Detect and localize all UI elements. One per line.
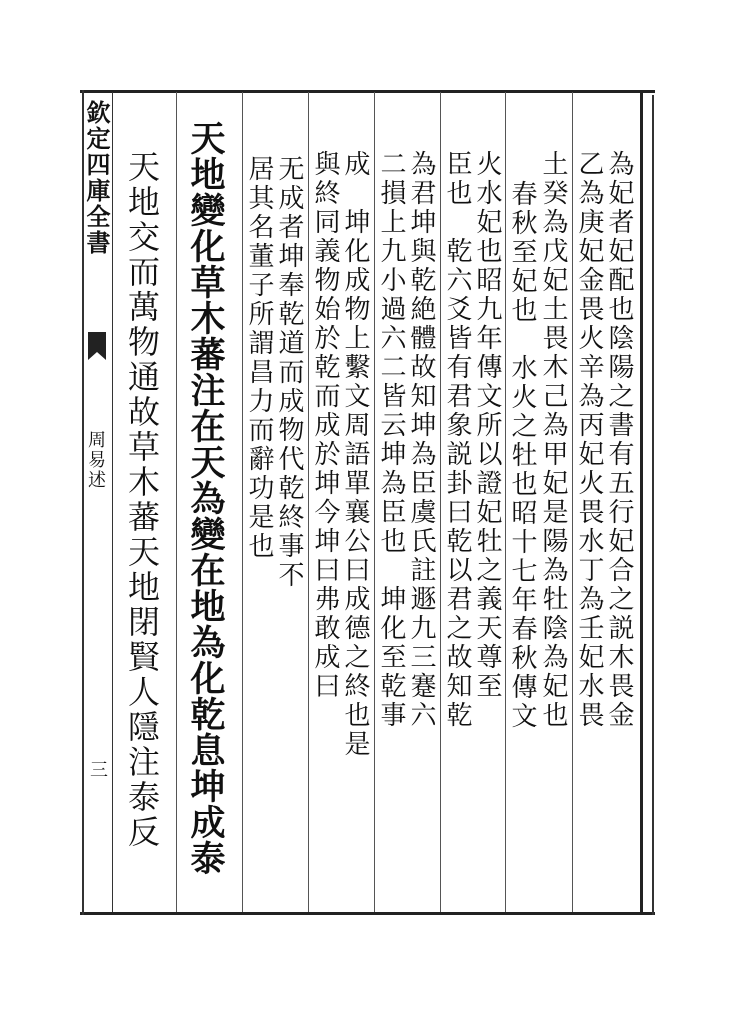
main-text-column: 天地變化草木蕃注在天為變在地為化乾息坤成泰 [185, 120, 226, 876]
section-label: 周易述 [85, 430, 106, 490]
book-title: 欽定四庫全書 [82, 100, 111, 256]
column-rule [505, 92, 506, 912]
text-column-3: 土癸為戊妃土畏木己為甲妃是陽為牡陰為妃也 [538, 150, 568, 730]
fish-tail-icon [86, 330, 108, 366]
column-rule [440, 92, 441, 912]
text-column-11: 无成者坤奉乾道而成物代乾終事不 [274, 155, 304, 590]
frame-right-rule [640, 90, 643, 915]
text-column-2: 乙為庚妃金畏火辛為丙妃火畏水丁為壬妃水畏 [574, 150, 604, 730]
text-column-12: 居其名董子所謂昌力而辭功是也 [244, 155, 274, 561]
text-column-8: 二損上九小過六二皆云坤為臣也 坤化至乾事 [376, 150, 406, 730]
column-rule [572, 92, 573, 912]
frame-bottom-rule [80, 912, 655, 915]
column-rule [242, 92, 243, 912]
text-column-1: 為妃者妃配也陰陽之書有五行妃合之説木畏金 [604, 150, 634, 730]
folio-number: 三 [87, 760, 108, 778]
text-column-5: 火水妃也昭九年傳文所以證妃牡之義天尊至 [472, 150, 502, 701]
column-rule [308, 92, 309, 912]
text-column-6: 臣也 乾六爻皆有君象説卦曰乾以君之故知乾 [442, 150, 472, 730]
center-strip-rule [112, 92, 113, 912]
text-column-4: 春秋至妃也 水火之牡也昭十七年春秋傳文 [507, 180, 537, 731]
column-rule [176, 92, 177, 912]
column-rule [374, 92, 375, 912]
text-column-10: 與終同義物始於乾而成於坤今坤曰弗敢成曰 [310, 150, 340, 701]
text-column-9: 成 坤化成物上繫文周語單襄公曰成德之終也是 [340, 150, 370, 759]
frame-top-rule [80, 90, 655, 93]
main-text-column-2: 天地交而萬物通故草木蕃天地閉賢人隱注泰反 [123, 150, 161, 850]
frame-right-outer-rule [652, 95, 654, 915]
text-column-7: 為君坤與乾絶體故知坤為臣虞氏註遯九三蹇六 [406, 150, 436, 730]
